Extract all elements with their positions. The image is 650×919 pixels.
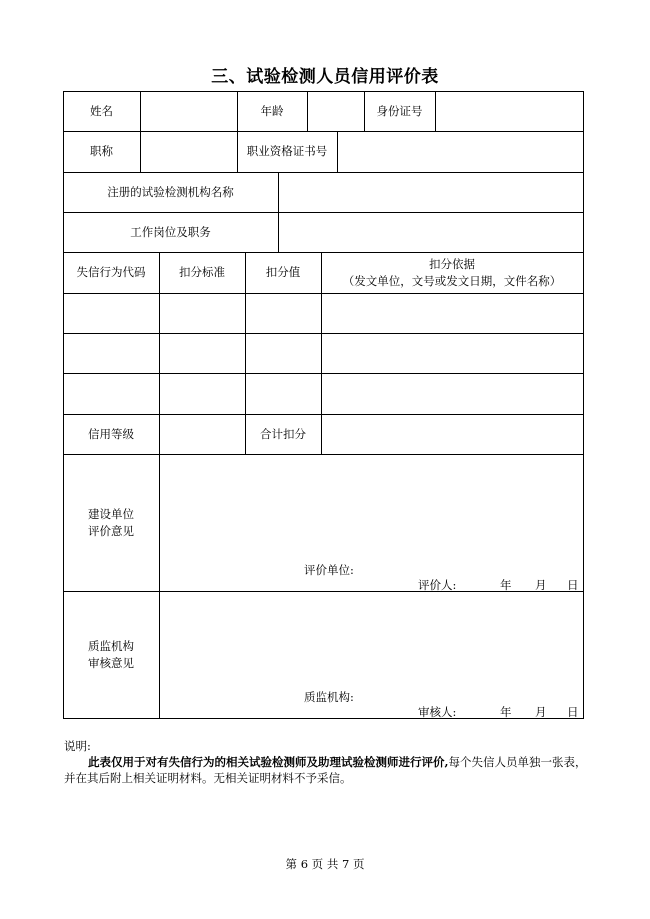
deduction-value-cell[interactable]	[246, 334, 321, 373]
age-label: 年龄	[260, 103, 284, 118]
deduction-standard-cell[interactable]	[160, 294, 245, 333]
deduction-value-header: 扣分值	[265, 265, 301, 279]
age-field[interactable]	[308, 92, 364, 131]
total-deduction-label: 合计扣分	[260, 426, 306, 441]
violation-code-cell[interactable]	[64, 334, 159, 373]
name-field[interactable]	[141, 92, 237, 131]
construction-opinion-label-line2: 评价意见	[88, 523, 134, 538]
construction-opinion-label-line1: 建设单位	[88, 506, 134, 521]
grid-line	[583, 91, 584, 719]
deduction-standard-cell[interactable]	[160, 374, 245, 414]
credit-grade-label: 信用等级	[88, 426, 134, 441]
evaluation-month-label: 月	[535, 578, 547, 592]
id-number-label: 身份证号	[376, 103, 423, 118]
supervision-org-label: 质监机构:	[304, 690, 354, 704]
total-pages-number: 7	[341, 857, 350, 871]
deduction-basis-cell[interactable]	[322, 294, 583, 333]
notes-body	[64, 754, 590, 786]
evaluation-day-label: 日	[567, 578, 579, 592]
page-footer	[0, 856, 650, 872]
deduction-basis-cell[interactable]	[322, 334, 583, 373]
qualification-cert-label: 职业资格证书号	[246, 144, 328, 158]
deduction-basis-header	[321, 252, 583, 293]
deduction-basis-title: 扣分依据	[429, 256, 475, 271]
page-prefix: 第	[285, 857, 298, 871]
registered-org-field[interactable]	[279, 173, 583, 212]
notes-normal-text: 每个失信人员单独一张表，并在其后附上相关证明材料。无相关证明材料不予采信。	[64, 755, 587, 785]
total-deduction-field[interactable]	[322, 415, 583, 454]
violation-code-cell[interactable]	[64, 374, 159, 414]
notes-heading: 说明:	[64, 739, 91, 753]
job-title-field[interactable]	[141, 132, 237, 172]
notes-bold-text: 此表仅用于对有失信行为的相关试验检测师及助理试验检测师进行评价,	[88, 755, 449, 769]
supervision-opinion-label	[63, 591, 159, 718]
current-page-number: 6	[300, 857, 309, 871]
position-duty-label: 工作岗位及职务	[130, 224, 211, 239]
deduction-basis-subtitle: （发文单位，文号或发文日期，文件名称）	[342, 273, 562, 288]
deduction-value-cell[interactable]	[246, 294, 321, 333]
violation-code-cell[interactable]	[64, 294, 159, 333]
notes-section	[64, 738, 590, 786]
evaluation-year-label: 年	[500, 578, 512, 592]
review-day-label: 日	[567, 705, 579, 719]
evaluator-label: 评价人:	[418, 578, 457, 592]
deduction-value-cell[interactable]	[246, 374, 321, 414]
page-word-2: 页	[352, 857, 365, 871]
id-number-field[interactable]	[436, 92, 583, 131]
deduction-standard-header: 扣分标准	[179, 265, 225, 279]
name-label: 姓名	[90, 103, 113, 118]
supervision-opinion-label-line1: 质监机构	[88, 638, 134, 653]
position-duty-field[interactable]	[279, 213, 583, 252]
form-title: 三、试验检测人员信用评价表	[211, 67, 439, 87]
construction-opinion-label	[63, 454, 159, 591]
supervision-opinion-label-line2: 审核意见	[88, 655, 134, 670]
evaluation-unit-label: 评价单位:	[304, 563, 354, 577]
reviewer-label: 审核人:	[418, 705, 457, 719]
total-prefix: 共	[326, 857, 339, 871]
registered-org-label: 注册的试验检测机构名称	[107, 184, 234, 199]
credit-grade-field[interactable]	[160, 415, 245, 454]
review-year-label: 年	[500, 705, 512, 719]
review-month-label: 月	[535, 705, 547, 719]
page-word: 页	[311, 857, 324, 871]
violation-code-header: 失信行为代码	[76, 265, 146, 279]
construction-opinion-field[interactable]	[160, 455, 583, 555]
deduction-basis-cell[interactable]	[322, 374, 583, 414]
job-title-label: 职称	[90, 144, 113, 158]
qualification-cert-field[interactable]	[338, 132, 583, 172]
deduction-standard-cell[interactable]	[160, 334, 245, 373]
supervision-opinion-field[interactable]	[160, 592, 583, 682]
